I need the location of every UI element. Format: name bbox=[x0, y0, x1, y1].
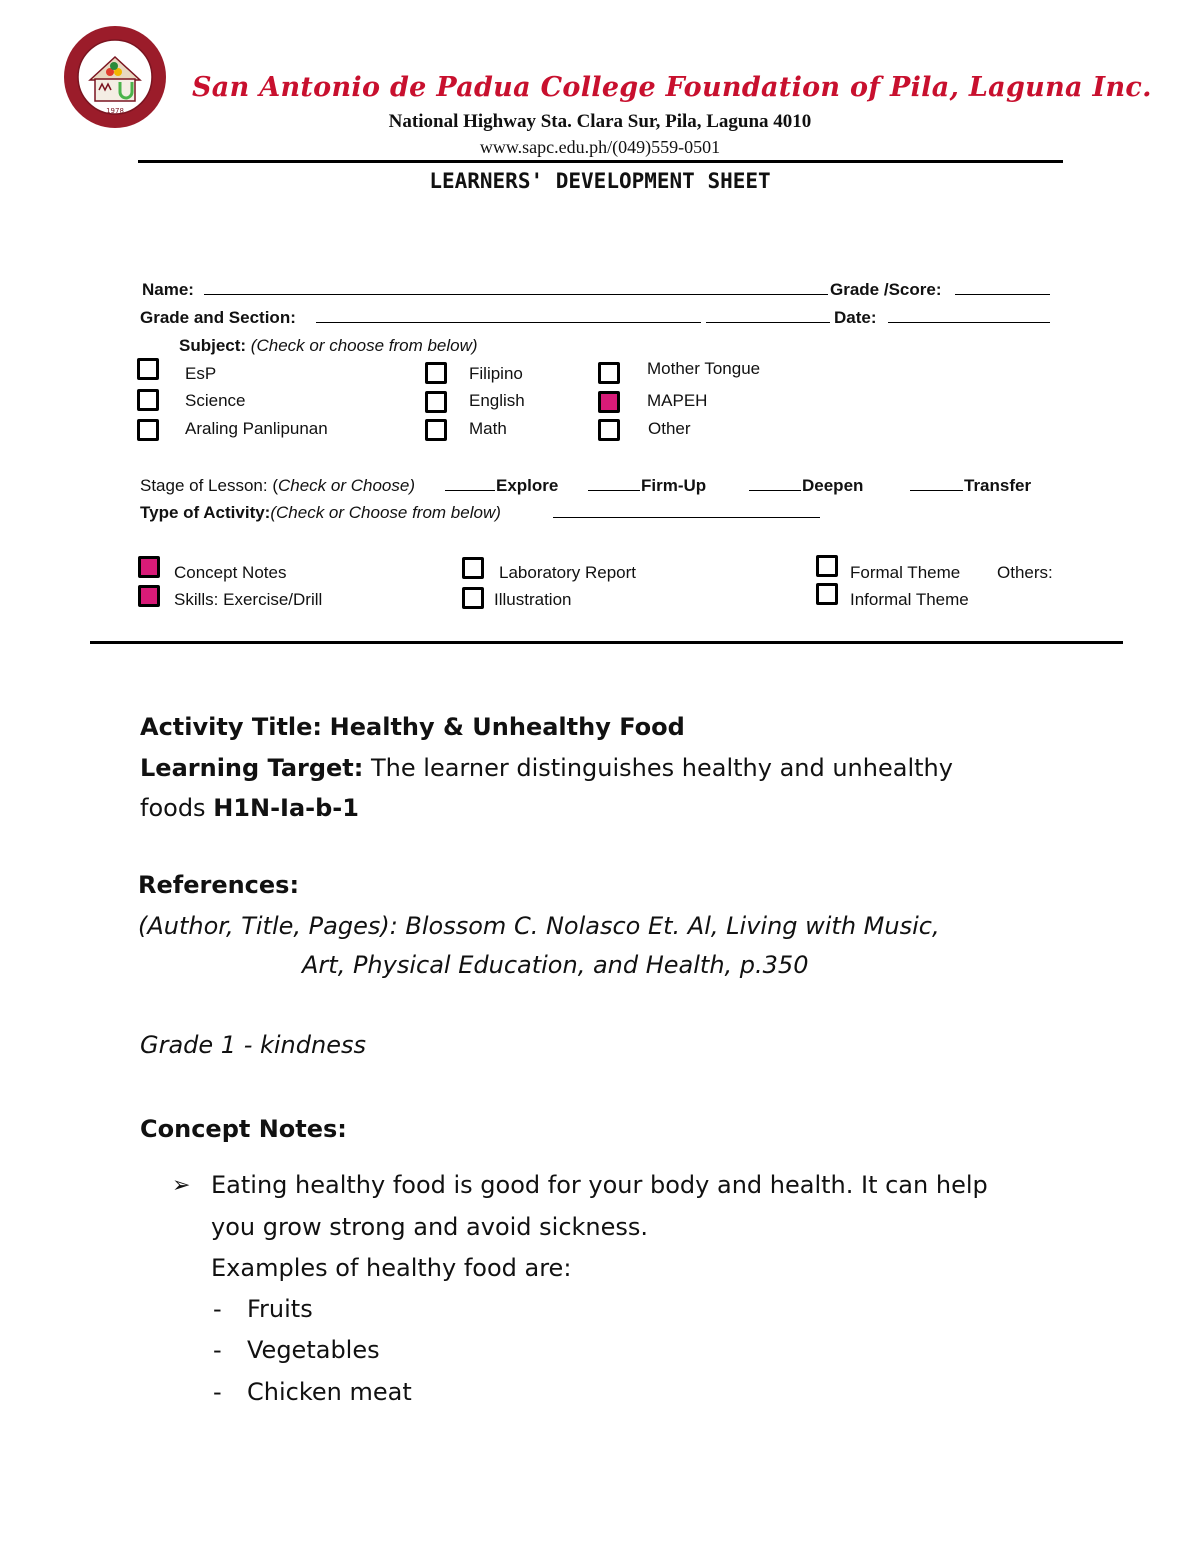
activity-type-field[interactable] bbox=[553, 503, 820, 518]
activity-laboratory-report: Laboratory Report bbox=[499, 563, 637, 582]
activity-concept-notes: Concept Notes bbox=[174, 563, 287, 582]
activity-title-label: Activity Title: bbox=[140, 713, 323, 741]
learning-target-foods: foods bbox=[140, 794, 206, 822]
date-field[interactable] bbox=[888, 308, 1050, 323]
activity-type-row bbox=[140, 503, 501, 523]
checkbox-concept-notes[interactable] bbox=[138, 556, 160, 578]
others-label: Others: bbox=[997, 563, 1053, 582]
subject-esp: EsP bbox=[185, 364, 217, 383]
grade-section-field[interactable] bbox=[316, 308, 701, 323]
example-item: Fruits bbox=[247, 1295, 313, 1323]
grade-section-label: Grade and Section: bbox=[140, 308, 296, 327]
references-line1 bbox=[138, 912, 940, 940]
checkbox-illustration[interactable] bbox=[462, 587, 484, 609]
subject-filipino: Filipino bbox=[469, 364, 523, 383]
sheet-title: LEARNERS' DEVELOPMENT SHEET bbox=[429, 169, 771, 193]
school-name: San Antonio de Padua College Foundation of Pila, Laguna Inc. bbox=[192, 72, 1152, 103]
activity-formal-theme: Formal Theme bbox=[850, 563, 961, 582]
stage-firm-up: Firm-Up bbox=[641, 476, 707, 495]
activity-type-label: Type of Activity: bbox=[140, 503, 271, 522]
checkbox-other[interactable] bbox=[598, 419, 620, 441]
activity-title: Healthy & Unhealthy Food bbox=[329, 713, 685, 741]
learning-target-line1: The learner distinguishes healthy and unhealthy bbox=[371, 754, 953, 782]
activity-informal-theme: Informal Theme bbox=[850, 590, 969, 609]
checkbox-informal-theme[interactable] bbox=[816, 583, 838, 605]
checkbox-mapeh[interactable] bbox=[598, 391, 620, 413]
checkbox-math[interactable] bbox=[425, 419, 447, 441]
references-text: Blossom C. Nolasco Et. Al, Living with Music, bbox=[405, 912, 940, 940]
subject-math: Math bbox=[469, 419, 507, 438]
checkbox-filipino[interactable] bbox=[425, 362, 447, 384]
learning-target-row bbox=[140, 754, 953, 782]
references-prefix: (Author, Title, Pages): bbox=[138, 912, 398, 940]
dash-bullet-icon: - bbox=[213, 1336, 222, 1364]
school-contact: www.sapc.edu.ph/(049)559-0501 bbox=[479, 137, 721, 157]
transfer-blank[interactable] bbox=[910, 476, 963, 491]
explore-blank[interactable] bbox=[445, 476, 495, 491]
grade-score-label: Grade /Score: bbox=[830, 280, 942, 299]
example-item: Chicken meat bbox=[247, 1378, 412, 1406]
checkbox-science[interactable] bbox=[137, 389, 159, 411]
example-item: Vegetables bbox=[247, 1336, 380, 1364]
bullet-line1: Eating healthy food is good for your body and health. It can help bbox=[211, 1171, 988, 1199]
name-field[interactable] bbox=[204, 280, 828, 295]
form-divider bbox=[90, 641, 1123, 644]
arrow-bullet-icon: ➢ bbox=[172, 1173, 191, 1198]
concept-notes-label: Concept Notes: bbox=[140, 1115, 347, 1143]
bullet-line2: you grow strong and avoid sickness. bbox=[211, 1213, 649, 1241]
school-address: National Highway Sta. Clara Sur, Pila, Laguna 4010 bbox=[388, 111, 812, 132]
references-line2: Art, Physical Education, and Health, p.350 bbox=[302, 951, 809, 979]
grade-score-field[interactable] bbox=[955, 280, 1050, 295]
checkbox-laboratory-report[interactable] bbox=[462, 557, 484, 579]
subject-english: English bbox=[469, 391, 525, 410]
stage-label: Stage of Lesson: bbox=[140, 476, 268, 495]
activity-title-row bbox=[140, 713, 685, 741]
name-label: Name: bbox=[142, 280, 194, 299]
stage-hint: Check or Choose) bbox=[278, 476, 416, 495]
subject-label: Subject: bbox=[179, 336, 247, 355]
subject-mapeh: MAPEH bbox=[647, 391, 708, 410]
activity-skills-exercise-drill: Skills: Exercise/Drill bbox=[174, 590, 323, 609]
date-label: Date: bbox=[834, 308, 877, 327]
grade-section-field-extra[interactable] bbox=[706, 308, 830, 323]
subject-mother-tongue: Mother Tongue bbox=[647, 359, 761, 378]
activity-type-hint: (Check or Choose from below) bbox=[270, 503, 501, 522]
checkbox-formal-theme[interactable] bbox=[816, 555, 838, 577]
stage-transfer: Transfer bbox=[964, 476, 1032, 495]
checkbox-esp[interactable] bbox=[137, 358, 159, 380]
grade-section-text: Grade 1 - kindness bbox=[140, 1031, 366, 1059]
checkbox-araling-panlipunan[interactable] bbox=[137, 419, 159, 441]
subject-hint: (Check or choose from below) bbox=[250, 336, 478, 355]
learning-target-code: H1N-Ia-b-1 bbox=[213, 794, 359, 822]
learning-target-label: Learning Target: bbox=[140, 754, 364, 782]
header-divider bbox=[138, 160, 1063, 163]
firmup-blank[interactable] bbox=[588, 476, 640, 491]
logo-year: 1978 bbox=[106, 107, 124, 115]
checkbox-mother-tongue[interactable] bbox=[598, 362, 620, 384]
checkbox-english[interactable] bbox=[425, 391, 447, 413]
dash-bullet-icon: - bbox=[213, 1295, 222, 1323]
subject-heading bbox=[179, 336, 478, 356]
checkbox-skills-exercise-drill[interactable] bbox=[138, 585, 160, 607]
subject-other: Other bbox=[648, 419, 691, 438]
references-label: References: bbox=[138, 871, 300, 899]
stage-explore: Explore bbox=[496, 476, 559, 495]
deepen-blank[interactable] bbox=[749, 476, 801, 491]
activity-illustration: Illustration bbox=[494, 590, 572, 609]
examples-intro: Examples of healthy food are: bbox=[211, 1254, 572, 1282]
stage-deepen: Deepen bbox=[802, 476, 864, 495]
dash-bullet-icon: - bbox=[213, 1378, 222, 1406]
subject-araling-panlipunan: Araling Panlipunan bbox=[185, 419, 328, 438]
stage-of-lesson-row: Stage of Lesson: (Check or Choose) bbox=[140, 476, 416, 495]
learning-target-line2 bbox=[140, 794, 359, 822]
subject-science: Science bbox=[185, 391, 246, 410]
